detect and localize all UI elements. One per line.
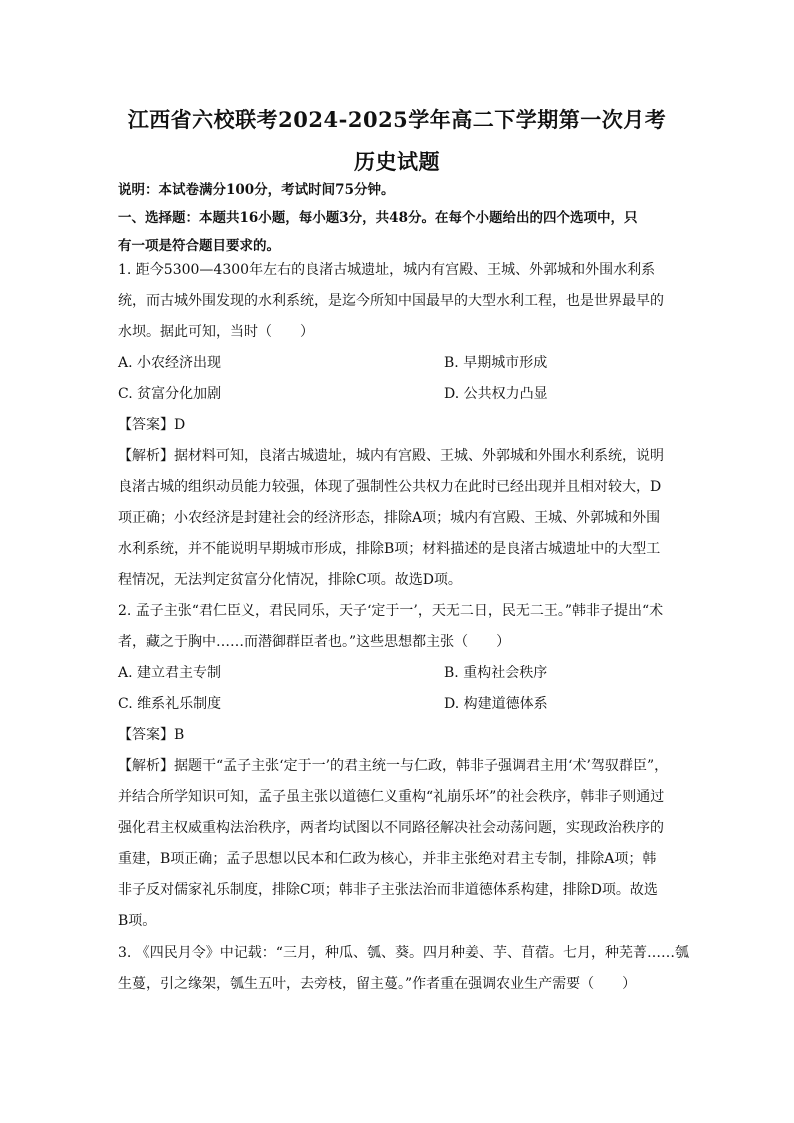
question-2-answer: 【答案】B bbox=[118, 727, 185, 743]
question-2-analysis-line: 重建，B项正确；孟子思想以民本和仁政为核心，并非主张绝对君主专制，排除A项；韩 bbox=[118, 851, 657, 867]
question-1-analysis-line: 项正确；小农经济是封建社会的经济形态，排除A项；城内有宫殿、王城、外郭城和外围 bbox=[118, 510, 661, 526]
question-1-answer: 【答案】D bbox=[118, 417, 186, 433]
section-heading-line-2: 有一项是符合题目要求的。 bbox=[118, 238, 280, 254]
question-1-line: 1. 距今5300—4300年左右的良渚古城遗址，城内有宫殿、王城、外郭城和外围水利系 bbox=[118, 262, 656, 278]
question-2-option-b: B. 重构社会秩序 bbox=[444, 665, 548, 681]
question-1-options-row-2 bbox=[118, 379, 678, 410]
note-text: 说明：本试卷满分100分，考试时间75分钟。 bbox=[118, 182, 395, 198]
question-1-line: 水坝。据此可知，当时（ ） bbox=[118, 324, 314, 340]
question-3-line: 3. 《四民月令》中记载：“三月，种瓜、瓠、葵。四月种姜、芋、苜蓿。七月，种芜菁……瓠 bbox=[118, 945, 689, 961]
question-2-stem bbox=[118, 596, 678, 658]
question-2-analysis-line: 并结合所学知识可知，孟子虽主张以道德仁义重构“礼崩乐坏”的社会秩序，韩非子则通过 bbox=[118, 789, 665, 805]
question-2-line: 者，藏之于胸中……而潜御群臣者也。”这些思想都主张（ ） bbox=[118, 634, 511, 650]
question-1-option-a: A. 小农经济出现 bbox=[118, 355, 222, 371]
question-2-option-c: C. 维系礼乐制度 bbox=[118, 696, 222, 712]
question-3-line: 生蔓，引之缘架，瓠生五叶，去旁枝，留主蔓。”作者重在强调农业生产需要（ ） bbox=[118, 976, 637, 992]
question-2-options-row-1 bbox=[118, 658, 678, 689]
question-3-stem bbox=[118, 938, 689, 1000]
question-2-option-d: D. 构建道德体系 bbox=[444, 696, 548, 712]
question-1-analysis-line: 程情况，无法判定贫富分化情况，排除C项。故选D项。 bbox=[118, 572, 462, 588]
question-2-analysis-line: 强化君主权威重构法治秩序，两者均试图以不同路径解决社会动荡问题，实现政治秩序的 bbox=[118, 820, 664, 836]
exam-note bbox=[118, 176, 678, 260]
document-title: 江西省六校联考2024-2025学年高二下学期第一次月考 bbox=[127, 107, 667, 132]
question-1-analysis-line: 水利系统，并不能说明早期城市形成，排除B项；材料描述的是良渚古城遗址中的大型工 bbox=[118, 541, 661, 557]
question-2-line: 2. 孟子主张“君仁臣义，君民同乐，天子‘定于一’，天无二日，民无二王。”韩非子提出“术 bbox=[118, 603, 664, 619]
question-1-option-b: B. 早期城市形成 bbox=[444, 355, 548, 371]
question-2-option-a: A. 建立君主专制 bbox=[118, 665, 222, 681]
question-2-options-row-2 bbox=[118, 689, 678, 720]
question-2-answer-block bbox=[118, 720, 678, 937]
question-1-answer-block bbox=[118, 410, 678, 596]
question-2-analysis-line: B项。 bbox=[118, 913, 157, 929]
question-2-analysis-line: 【解析】据题干“孟子主张‘定于一’的君主统一与仁政，韩非子强调君主用‘术’驾驭群臣”， bbox=[118, 758, 669, 774]
question-1-option-d: D. 公共权力凸显 bbox=[444, 386, 548, 402]
question-1-analysis-line: 良渚古城的组织动员能力较强，体现了强制性公共权力在此时已经出现并且相对较大，D bbox=[118, 479, 662, 495]
question-1-stem bbox=[118, 255, 678, 348]
question-1-line: 统，而古城外围发现的水利系统，是迄今所知中国最早的大型水利工程，也是世界最早的 bbox=[118, 293, 664, 309]
document-subtitle: 历史试题 bbox=[354, 149, 440, 174]
question-1-analysis-line: 【解析】据材料可知，良渚古城遗址，城内有宫殿、王城、外郭城和外围水利系统，说明 bbox=[118, 448, 664, 464]
question-1-option-c: C. 贫富分化加剧 bbox=[118, 386, 222, 402]
question-2-analysis-line: 非子反对儒家礼乐制度，排除C项；韩非子主张法治而非道德体系构建，排除D项。故选 bbox=[118, 882, 658, 898]
section-heading-line-1: 一、选择题：本题共16小题，每小题3分，共48分。在每个小题给出的四个选项中，只 bbox=[118, 210, 638, 226]
question-1-options-row-1 bbox=[118, 348, 678, 379]
